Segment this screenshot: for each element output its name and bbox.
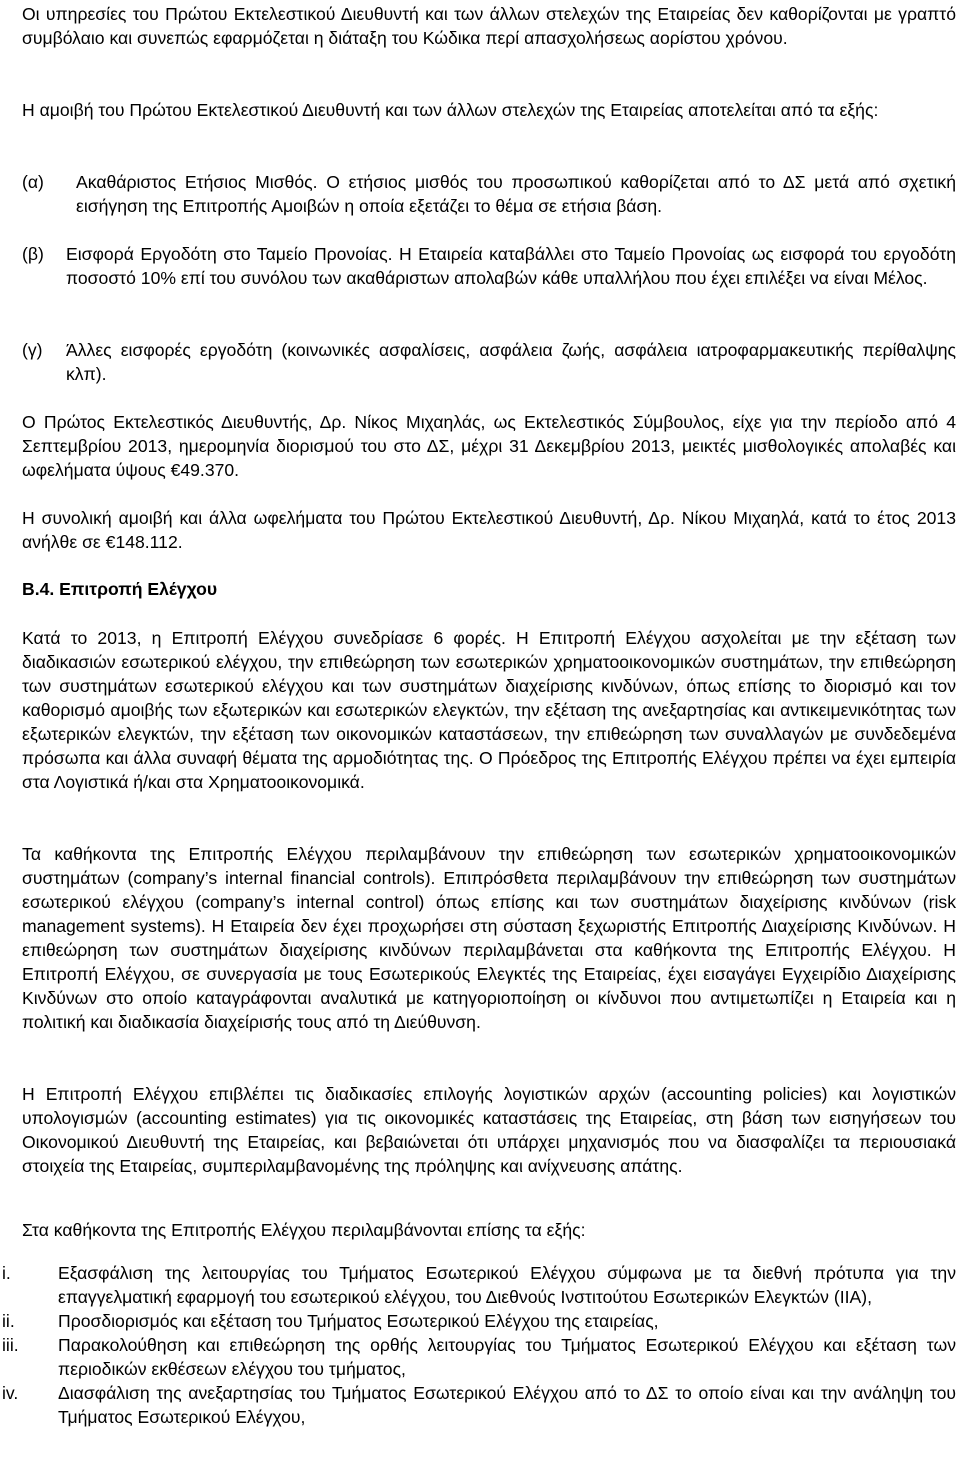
list-item <box>0 1261 960 1309</box>
list-item-lead: Εισφορά Εργοδότη στο Ταμείο Προνοίας. <box>66 244 393 264</box>
paragraph-total-remuneration: Η συνολική αμοιβή και άλλα ωφελήματα του Πρώτου Εκτελεστικού Διευθυντή, Δρ. Νίκου Μιχαηλά, κατά το έτος 2013 ανήλθε σε €148.112. <box>22 508 956 552</box>
list-item-text: Ο ετήσιος μισθός του προσωπικού καθορίζεται από το ΔΣ μετά από σχετική εισήγηση της Επιτροπής Αμοιβών η οποία εξετάζει το θέμα σε ετήσια βάση. <box>76 172 957 216</box>
list-item-text: Η Εταιρεία καταβάλλει στο Ταμείο Προνοίας ως εισφορά του εργοδότη ποσοστό 10% επί του συνόλου των ακαθάριστων απολαβών κάθε υπαλλήλου που έχει επιλέξει να είναι Μέλος. <box>66 244 956 288</box>
list-item-a <box>22 170 956 218</box>
paragraph-audit-committee-duties: Τα καθήκοντα της Επιτροπής Ελέγχου περιλαμβάνουν την επιθεώρηση των εσωτερικών χρηματοοικονομικών συστημάτων (company’s internal financial controls). Επιπρόσθετα περιλαμβάνουν την επιθεώρηση των συστημάτων εσωτερικού ελέγχου (company’s internal control) όπως επίσης και των συστημάτων διαχείρισης κινδύνων (risk management systems). Η Εταιρεία δεν έχει προχωρήσει στη σύσταση ξεχωριστής Επιτροπής Διαχείρισης Κινδύνων. Η επιθεώρηση των συστημάτων διαχείρισης κινδύνων περιλαμβάνεται στα καθήκοντα της Επιτροπής Ελέγχου. Η Επιτροπή Ελέγχου, σε συνεργασία με τους Εσωτερικούς Ελεγκτές της Εταιρείας, έχει εισαγάγει Εγχειρίδιο Διαχείρισης Κινδύνων στο οποίο καταγράφονται αναλυτικά με κατηγοριοποίηση οι κίνδυνοι που αντιμετωπίζει η Εταιρεία και η πολιτική και διαδικασία διαχείρισής τους από τη Διεύθυνση. <box>22 844 956 1032</box>
paragraph-accounting-policies: Η Επιτροπή Ελέγχου επιβλέπει τις διαδικασίες επιλογής λογιστικών αρχών (accounting policies) και λογιστικών υπολογισμών (accounting estimates) για τις οικονομικές καταστάσεις της Εταιρείας, στη βάση των εισηγήσεων του Οικονομικού Διευθυντή της Εταιρείας, και βεβαιώνεται ότι υπάρχει μηχανισμός που να διασφαλίζει τα περιουσιακά στοιχεία της Εταιρείας, συμπεριλαμβανομένης της πρόληψης και ανίχνευσης απάτης. <box>22 1084 956 1176</box>
list-marker: (α) <box>22 172 44 192</box>
list-item <box>0 1333 960 1381</box>
list-item <box>0 1309 960 1333</box>
list-item-text: Εξασφάλιση της λειτουργίας του Τμήματος Εσωτερικού Ελέγχου σύμφωνα με τα διεθνή πρότυπα για την επαγγελματική εφαρμογή του εσωτερικού ελέγχου, του Διεθνούς Ινστιτούτου Εσωτερικών Ελεγκτών (ΙΙΑ), <box>58 1263 956 1307</box>
list-item <box>0 1381 960 1429</box>
list-item-body <box>66 242 956 290</box>
list-item-b <box>22 242 956 290</box>
list-item-text: Παρακολούθηση και επιθεώρηση της ορθής λειτουργίας του Τμήματος Εσωτερικού Ελέγχου και εξέταση των περιοδικών εκθέσεων ελέγχου του τμήματος, <box>58 1335 956 1379</box>
paragraph-duties-intro: Στα καθήκοντα της Επιτροπής Ελέγχου περιλαμβάνονται επίσης τα εξής: <box>22 1220 586 1240</box>
list-number: iii. <box>2 1335 19 1355</box>
list-item-body <box>76 170 956 218</box>
list-marker: (γ) <box>22 340 43 360</box>
list-number: iv. <box>2 1383 19 1403</box>
list-item-text: Άλλες εισφορές εργοδότη (κοινωνικές ασφαλίσεις, ασφάλεια ζωής, ασφάλεια ιατροφαρμακευτικής περίθαλψης κλπ). <box>66 340 956 384</box>
section-heading: Β.4. Επιτροπή Ελέγχου <box>22 579 218 599</box>
list-item-body <box>66 338 956 386</box>
list-number: ii. <box>2 1311 15 1331</box>
list-item-lead: Ακαθάριστος Ετήσιος Μισθός. <box>76 172 318 192</box>
paragraph-ceo-remuneration: Ο Πρώτος Εκτελεστικός Διευθυντής, Δρ. Νίκος Μιχαηλάς, ως Εκτελεστικός Σύμβουλος, είχε για την περίοδο από 4 Σεπτεμβρίου 2013, ημερομηνία διορισμού του στο ΔΣ, μέχρι 31 Δεκεμβρίου 2013, μεικτές μισθολογικές απολαβές και ωφελήματα ύψους €49.370. <box>22 412 956 480</box>
paragraph-services: Οι υπηρεσίες του Πρώτου Εκτελεστικού Διευθυντή και των άλλων στελεχών της Εταιρείας δεν καθορίζονται με γραπτό συμβόλαιο και συνεπώς εφαρμόζεται η διάταξη του Κώδικα περί απασχολήσεως αορίστου χρόνου. <box>22 4 956 48</box>
list-item-text: Διασφάλιση της ανεξαρτησίας του Τμήματος Εσωτερικού Ελέγχου από το ΔΣ το οποίο είναι και την ανάληψη του Τμήματος Εσωτερικού Ελέγχου, <box>58 1383 956 1427</box>
paragraph-remuneration-intro: Η αμοιβή του Πρώτου Εκτελεστικού Διευθυντή και των άλλων στελεχών της Εταιρείας αποτελείται από τα εξής: <box>22 100 879 120</box>
list-number: i. <box>2 1263 11 1283</box>
paragraph-audit-committee-meetings: Κατά το 2013, η Επιτροπή Ελέγχου συνεδρίασε 6 φορές. Η Επιτροπή Ελέγχου ασχολείται με την εξέταση των διαδικασιών εσωτερικού ελέγχου, την επιθεώρηση των εσωτερικών χρηματοοικονομικών συστημάτων, την επιθεώρηση των συστημάτων εσωτερικού ελέγχου και των συστημάτων διαχείρισης κινδύνων, όπως επίσης το διορισμό και τον καθορισμό αμοιβής των εξωτερικών και εσωτερικών ελεγκτών, την εξέταση της ανεξαρτησίας και αντικειμενικότητας των εξωτερικών ελεγκτών, την εξέταση των οικονομικών καταστάσεων, την επιθεώρηση των συναλλαγών με συνδεδεμένα πρόσωπα και άλλα συναφή θέματα της αρμοδιότητας της. Ο Πρόεδρος της Επιτροπής Ελέγχου πρέπει να έχει εμπειρία στα Λογιστικά ή/και στα Χρηματοοικονομικά. <box>22 628 956 792</box>
list-item-text: Προσδιορισμός και εξέταση του Τμήματος Εσωτερικού Ελέγχου της εταιρείας, <box>58 1311 659 1331</box>
list-marker: (β) <box>22 244 44 264</box>
roman-list <box>0 1261 960 1429</box>
list-item-c <box>22 338 956 386</box>
